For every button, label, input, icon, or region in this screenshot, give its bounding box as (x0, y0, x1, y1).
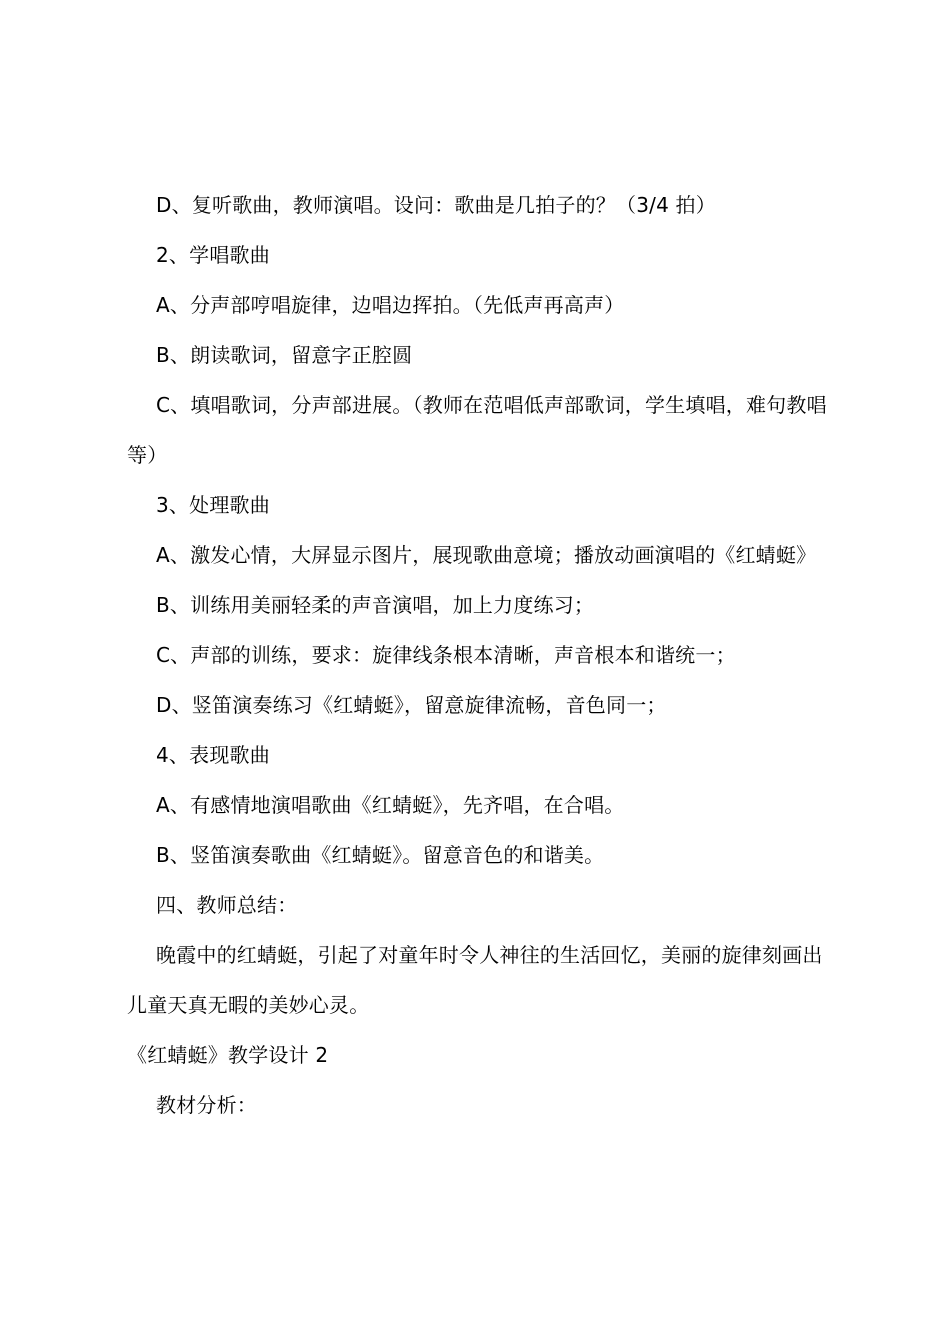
paragraph-summary-text: 晚霞中的红蜻蜓，引起了对童年时令人神往的生活回忆，美丽的旋律刻画出儿童天真无暇的美妙心灵。 (127, 943, 823, 1017)
paragraph-soft-voice: B、训练用美丽轻柔的声音演唱，加上力度练习； (156, 593, 595, 617)
section-process-song: 3、处理歌曲 (156, 493, 270, 517)
paragraph-recorder-perform: B、竖笛演奏歌曲《红蜻蜓》。留意音色的和谐美。 (156, 843, 605, 867)
paragraph-inspire-mood: A、激发心情，大屏显示图片，展现歌曲意境；播放动画演唱的《红蜻蜓》 (156, 543, 817, 567)
paragraph-sing-emotion: A、有感情地演唱歌曲《红蜻蜓》，先齐唱，在合唱。 (156, 793, 625, 817)
section-material-analysis: 教材分析： (156, 1093, 257, 1117)
paragraph-fill-lyrics: C、填唱歌词，分声部进展。（教师在范唱低声部歌词，学生填唱，难句教唱等） (127, 393, 827, 467)
section-perform-song: 4、表现歌曲 (156, 743, 270, 767)
paragraph-recorder-practice: D、竖笛演奏练习《红蜻蜓》，留意旋律流畅，音色同一； (156, 693, 667, 717)
paragraph-read-lyrics: B、朗读歌词，留意字正腔圆 (156, 343, 413, 367)
document-title-design-2: 《红蜻蜓》教学设计 2 (127, 1043, 329, 1067)
document-body (127, 180, 833, 1130)
paragraph-hum-melody: A、分声部哼唱旋律，边唱边挥拍。（先低声再高声） (156, 293, 625, 317)
paragraph-review-song: D、复听歌曲，教师演唱。设问：歌曲是几拍子的？（3/4 拍） (156, 193, 716, 217)
section-teacher-summary: 四、教师总结： (156, 893, 298, 917)
section-learn-song: 2、学唱歌曲 (156, 243, 270, 267)
paragraph-voice-training: C、声部的训练，要求：旋律线条根本清晰，声音根本和谐统一； (156, 643, 736, 667)
